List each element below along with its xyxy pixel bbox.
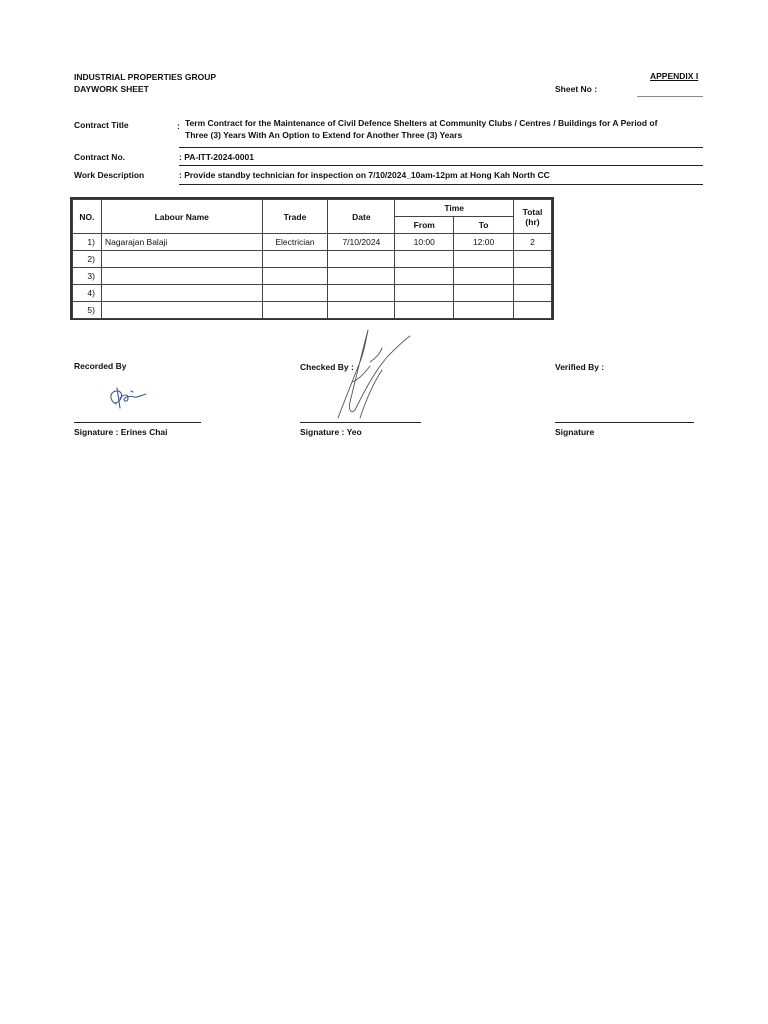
checked-signature-image — [330, 322, 414, 422]
table-row — [73, 268, 552, 285]
total-hours-cell: 2 — [514, 234, 552, 251]
total-header-label: Total — [522, 206, 543, 217]
col-from-header: From — [395, 217, 454, 234]
row-number: 1) — [73, 234, 102, 251]
contract-no-value: : PA-ITT-2024-0001 — [179, 152, 254, 162]
time-to-cell — [454, 268, 514, 285]
time-to-cell — [454, 251, 514, 268]
total-hours-cell — [514, 251, 552, 268]
org-name: INDUSTRIAL PROPERTIES GROUP — [74, 72, 216, 82]
row-number: 5) — [73, 302, 102, 319]
trade-cell — [262, 302, 328, 319]
checked-signature-name: Signature : Yeo — [300, 427, 362, 437]
labour-table — [70, 197, 554, 320]
appendix-label: APPENDIX I — [650, 71, 699, 81]
divider — [179, 147, 703, 148]
time-from-cell — [395, 251, 454, 268]
date-cell — [328, 251, 395, 268]
time-to-cell — [454, 285, 514, 302]
col-total-header — [514, 200, 552, 234]
contract-title-label: Contract Title — [74, 120, 129, 130]
checked-by-label: Checked By : — [300, 362, 354, 372]
col-trade-header: Trade — [262, 200, 328, 234]
contract-title-separator: : — [177, 121, 180, 131]
recorded-signature-name: Signature : Erines Chai — [74, 427, 168, 437]
doc-type: DAYWORK SHEET — [74, 84, 149, 94]
work-description-value: : Provide standby technician for inspection on 7/10/2024_10am-12pm at Hong Kah North CC — [179, 170, 550, 180]
divider — [179, 165, 703, 166]
time-to-cell — [454, 302, 514, 319]
row-number: 2) — [73, 251, 102, 268]
time-from-cell: 10:00 — [395, 234, 454, 251]
labour-name-cell: Nagarajan Balaji — [101, 234, 262, 251]
table-header-row — [73, 200, 552, 217]
table-row — [73, 302, 552, 319]
time-from-cell — [395, 268, 454, 285]
total-hours-cell — [514, 302, 552, 319]
trade-cell — [262, 285, 328, 302]
verified-signature-line — [555, 422, 694, 423]
contract-title-value — [185, 117, 710, 141]
total-hours-cell — [514, 285, 552, 302]
total-hours-cell — [514, 268, 552, 285]
recorded-signature-line — [74, 422, 201, 423]
table-row — [73, 251, 552, 268]
date-cell — [328, 302, 395, 319]
time-from-cell — [395, 302, 454, 319]
work-description-label: Work Description — [74, 170, 145, 180]
date-cell — [328, 268, 395, 285]
row-number: 3) — [73, 268, 102, 285]
sheet-no-field — [637, 96, 703, 97]
checked-signature-line — [300, 422, 421, 423]
col-labour-name-header: Labour Name — [101, 200, 262, 234]
recorded-signature-image — [104, 382, 150, 412]
date-cell — [328, 285, 395, 302]
date-cell: 7/10/2024 — [328, 234, 395, 251]
col-no-header: NO. — [73, 200, 102, 234]
row-number: 4) — [73, 285, 102, 302]
time-from-cell — [395, 285, 454, 302]
sheet-no-label: Sheet No : — [555, 84, 598, 94]
table-row — [73, 285, 552, 302]
labour-name-cell — [101, 285, 262, 302]
contract-title-line2: Three (3) Years With An Option to Extend for Another Three (3) Years — [185, 130, 463, 140]
labour-name-cell — [101, 251, 262, 268]
trade-cell — [262, 251, 328, 268]
labour-name-cell — [101, 302, 262, 319]
time-to-cell: 12:00 — [454, 234, 514, 251]
contract-title-line1: Term Contract for the Maintenance of Civil Defence Shelters at Community Clubs / Centres / Buildings for A Period of — [185, 118, 658, 128]
total-header-unit: (hr) — [525, 216, 540, 227]
recorded-by-label: Recorded By — [74, 361, 127, 371]
trade-cell: Electrician — [262, 234, 328, 251]
verified-signature-name: Signature — [555, 427, 595, 437]
document-header — [74, 71, 216, 95]
verified-by-label: Verified By : — [555, 362, 605, 372]
labour-name-cell — [101, 268, 262, 285]
col-date-header: Date — [328, 200, 395, 234]
divider — [179, 184, 703, 185]
contract-no-label: Contract No. — [74, 152, 125, 162]
col-time-header: Time — [395, 200, 514, 217]
table-row — [73, 234, 552, 251]
col-to-header: To — [454, 217, 514, 234]
trade-cell — [262, 268, 328, 285]
